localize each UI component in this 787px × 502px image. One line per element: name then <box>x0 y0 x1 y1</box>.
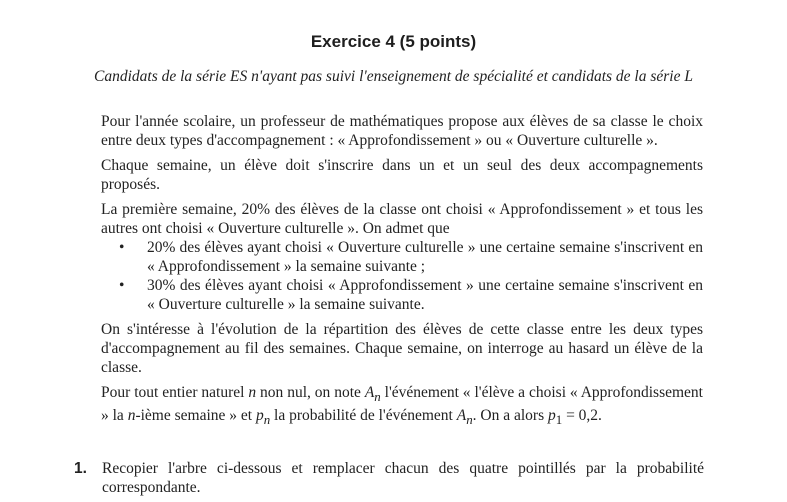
exercise-title: Exercice 4 (5 points) <box>310 32 477 51</box>
paragraph-first-week: La première semaine, 20% des élèves de la classe ont choisi « Approfondissement » et tous les autres ont choisi « Ouverture culturelle ». On admet que <box>101 201 703 237</box>
paragraph-definition: Pour tout entier naturel n non nul, on note $A_n$ l'événement « l'élève a choisi « Approfondissement » la n-ième semaine » et $p_n$ la probabilité de l'événement $A_n$. On a alors $p_1 = 0,2$. <box>101 384 703 428</box>
assumption-list <box>101 238 703 314</box>
list-item <box>101 238 703 276</box>
paragraph-weekly-choice: Chaque semaine, un élève doit s'inscrire dans un et un seul des deux accompagnements proposés. <box>101 157 703 193</box>
list-item <box>101 276 703 314</box>
bullet-icon: • <box>119 277 125 294</box>
exercise-subtitle: Candidats de la série ES n'ayant pas suivi l'enseignement de spécialité et candidats de la série L <box>94 68 693 85</box>
question-text: Recopier l'arbre ci-dessous et remplacer chacun des quatre pointillés par la probabilité correspondante. <box>102 460 704 496</box>
bullet-text: 20% des élèves ayant choisi « Ouverture culturelle » une certaine semaine s'inscrivent en « Approfondissement » la semaine suivante ; <box>147 239 703 275</box>
question-number: 1. <box>74 460 87 477</box>
exercise-body <box>101 112 703 435</box>
paragraph-evolution: On s'intéresse à l'évolution de la répartition des élèves de cette classe entre les deux types d'accompagnement au fil des semaines. Chaque semaine, on interroge au hasard un élève de la classe. <box>101 321 703 376</box>
question-1 <box>74 459 704 497</box>
bullet-icon: • <box>119 239 125 256</box>
bullet-text: 30% des élèves ayant choisi « Approfondissement » une certaine semaine s'inscrivent en « Ouverture culturelle » la semaine suivante. <box>147 277 703 313</box>
paragraph-intro: Pour l'année scolaire, un professeur de mathématiques propose aux élèves de sa classe le choix entre deux types d'accompagnement : « Approfondissement » ou « Ouverture culturelle ». <box>101 113 703 149</box>
